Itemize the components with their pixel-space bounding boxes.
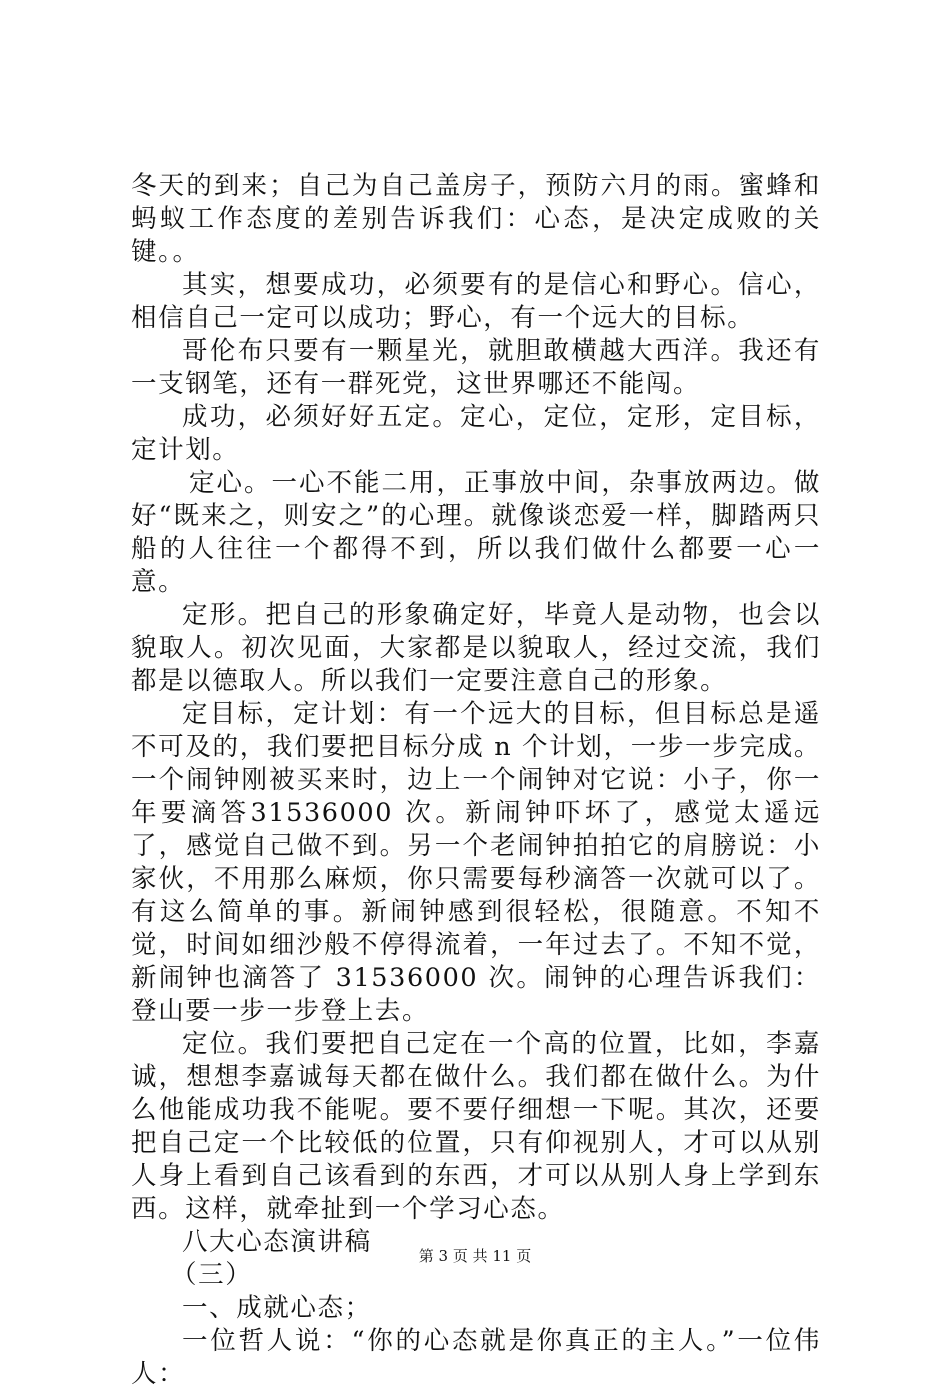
body-text <box>131 170 821 1391</box>
paragraph: 定位。我们要把自己定在一个高的位置，比如，李嘉诚，想想李嘉诚每天都在做什么。我们都在做什么。为什么他能成功我不能呢。要不要仔细想一下呢。其次，还要把自己定一个比较低的位置，只有仰视别人，才可以从别人身上看到自己该看到的东西，才可以从别人身上学到东西。这样，就牵扯到一个学习心态。 <box>131 1029 821 1224</box>
section-number: （三） <box>171 1260 253 1290</box>
paragraph: 定目标，定计划：有一个远大的目标，但目标总是遥不可及的，我们要把目标分成 n 个计划，一步一步完成。一个闹钟刚被买来时，边上一个闹钟对它说：小子，你一年要滴答31536000 次。新闹钟吓坏了，感觉太遥远了，感觉自己做不到。另一个老闹钟拍拍它的肩膀说：小家伙，不用那么麻烦，你只需要每秒滴答一次就可以了。有这么简单的事。新闹钟感到很轻松，很随意。不知不觉，时间如细沙般不停得流着，一年过去了。不知不觉，新闹钟也滴答了 31536000 次。闹钟的心理告诉我们：登山要一步一步登上去。 <box>131 699 821 1026</box>
paragraph: 哥伦布只要有一颗星光，就胆敢横越大西洋。我还有一支钢笔，还有一群死党，这世界哪还不能闯。 <box>131 336 821 399</box>
subheading: 一、成就心态； <box>182 1293 372 1323</box>
paragraph: 定心。一心不能二用，正事放中间，杂事放两边。做好“既来之，则安之”的心理。就像谈恋爱一样，脚踏两只船的人往往一个都得不到，所以我们做什么都要一心一意。 <box>131 468 821 597</box>
section-heading: 八大心态演讲稿 <box>182 1227 372 1257</box>
paragraph: 其实，想要成功，必须要有的是信心和野心。信心，相信自己一定可以成功；野心，有一个远大的目标。 <box>131 270 821 333</box>
paragraph: 成功，必须好好五定。定心，定位，定形，定目标，定计划。 <box>131 402 821 465</box>
paragraph: 定形。把自己的形象确定好，毕竟人是动物，也会以貌取人。初次见面，大家都是以貌取人，经过交流，我们都是以德取人。所以我们一定要注意自己的形象。 <box>131 600 821 696</box>
paragraph: 冬天的到来；自己为自己盖房子，预防六月的雨。蜜蜂和蚂蚁工作态度的差别告诉我们：心态，是决定成败的关键。。 <box>131 171 821 267</box>
page-footer: 第 3 页 共 11 页 <box>418 1247 532 1265</box>
paragraph: 一位哲人说：“你的心态就是你真正的主人。”一位伟人： <box>131 1326 821 1389</box>
